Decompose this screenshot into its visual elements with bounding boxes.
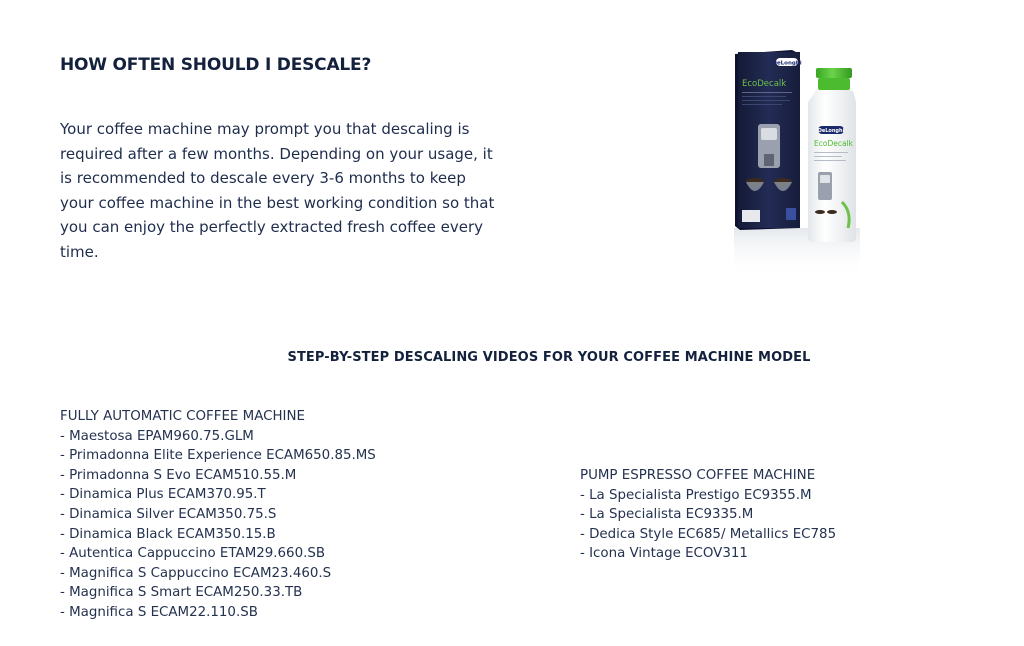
model-link[interactable]: - Magnifica S Smart ECAM250.33.TB (60, 585, 303, 601)
descaling-videos-title: STEP-BY-STEP DESCALING VIDEOS FOR YOUR COFFEE MACHINE MODEL (287, 350, 811, 365)
model-link[interactable]: - Maestosa EPAM960.75.GLM (60, 428, 254, 444)
model-link[interactable]: - Dinamica Silver ECAM350.75.S (60, 506, 277, 522)
model-link[interactable]: - Magnifica S Cappuccino ECAM23.460.S (60, 565, 332, 581)
model-link[interactable]: - Dinamica Plus ECAM370.95.T (60, 487, 266, 503)
fully-automatic-heading: FULLY AUTOMATIC COFFEE MACHINE (60, 409, 305, 424)
pump-espresso-heading: PUMP ESPRESSO COFFEE MACHINE (580, 468, 816, 483)
pump-espresso-list (580, 466, 836, 564)
section-heading: HOW OFTEN SHOULD I DESCALE? (60, 55, 372, 75)
descale-intro-text: Your coffee machine may prompt you that descaling is required after a few months. Depending on your usage, it is recommended to descale every 3-6 months to keep your coffee machine in the best working condition so that you can enjoy the perfectly extracted fresh coffee every time. (60, 120, 495, 261)
bottle-brand-logo: DeLonghi (817, 128, 845, 134)
bottle-product-name: EcoDecalk (814, 139, 853, 148)
box-product-name: EcoDecalk (742, 79, 787, 89)
model-link[interactable]: - La Specialista Prestigo EC9355.M (580, 487, 812, 503)
model-link[interactable]: - Dedica Style EC685/ Metallics EC785 (580, 526, 837, 542)
model-link[interactable]: - La Specialista EC9335.M (580, 507, 754, 523)
eco-decalk-product-image (728, 42, 868, 282)
box-brand-logo: DeLonghi (772, 60, 802, 67)
model-link[interactable]: - Icona Vintage ECOV311 (580, 546, 748, 562)
model-link[interactable]: - Autentica Cappuccino ETAM29.660.SB (60, 546, 326, 562)
model-link[interactable]: - Primadonna S Evo ECAM510.55.M (60, 467, 297, 483)
model-link[interactable]: - Dinamica Black ECAM350.15.B (60, 526, 276, 542)
model-link[interactable]: - Magnifica S ECAM22.110.SB (60, 604, 258, 620)
fully-automatic-list (60, 407, 376, 623)
model-link[interactable]: - Primadonna Elite Experience ECAM650.85.MS (60, 448, 376, 464)
